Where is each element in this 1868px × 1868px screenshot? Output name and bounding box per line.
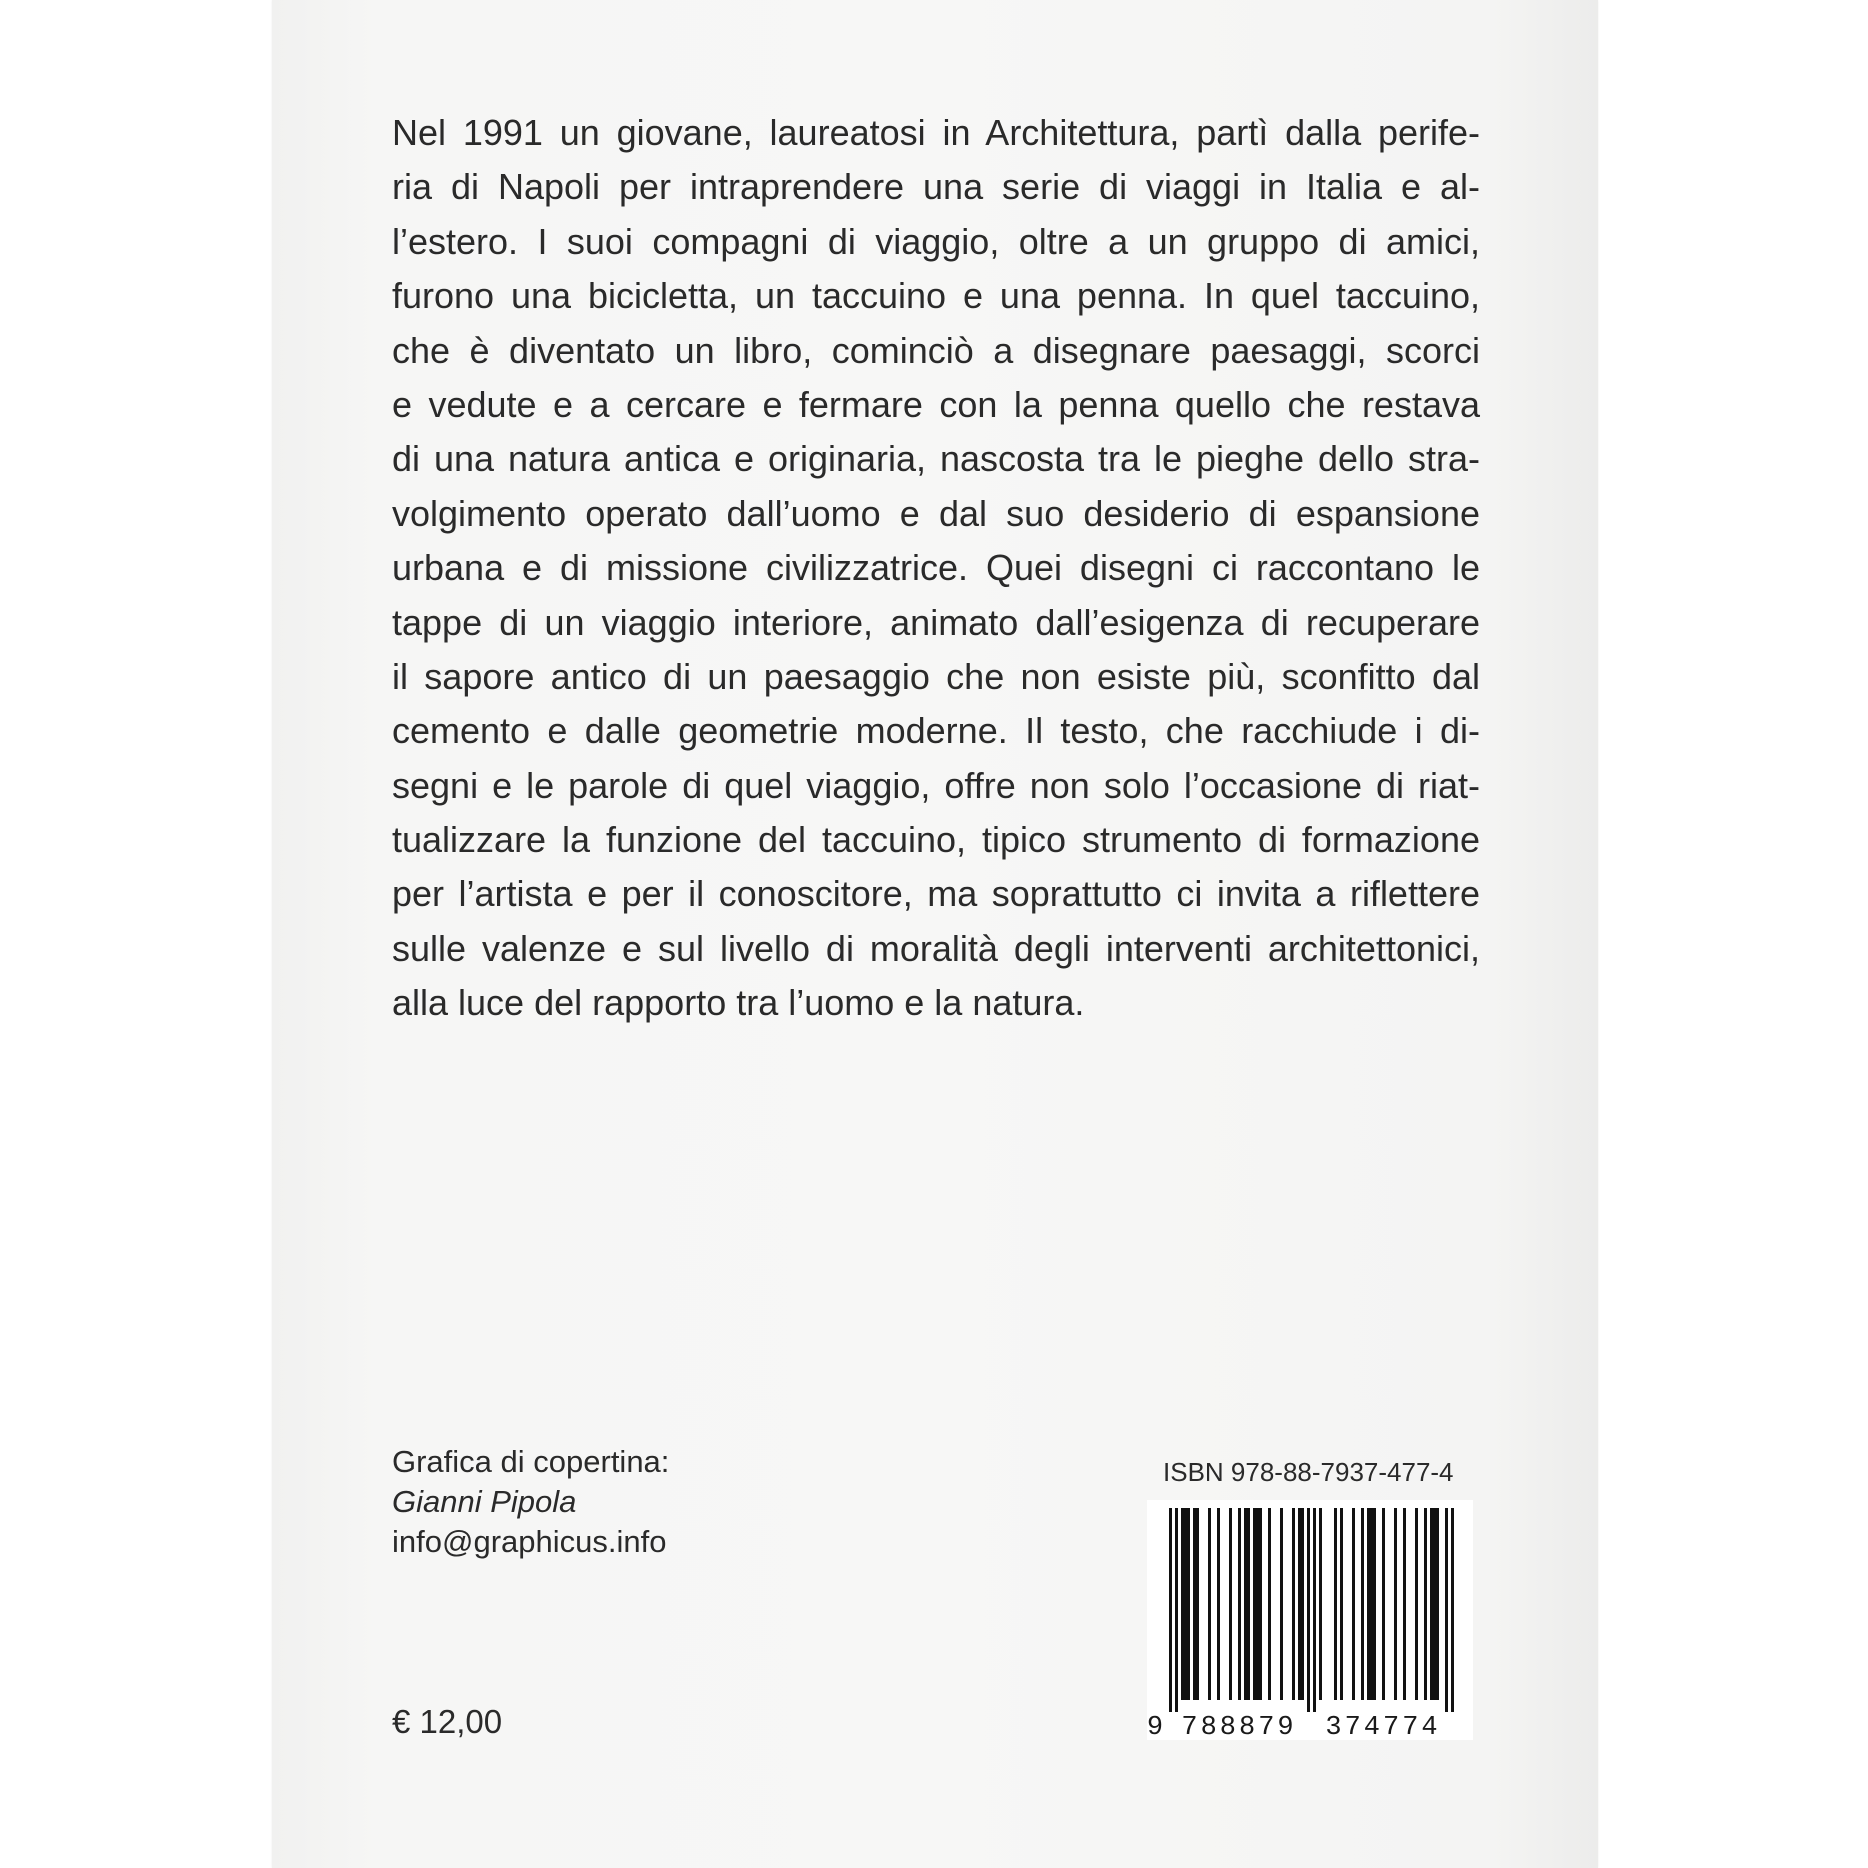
isbn-label: ISBN 978-88-7937-477-4: [1163, 1457, 1454, 1487]
barcode-bar: [1319, 1508, 1322, 1700]
cover-credits: [392, 1442, 669, 1562]
barcode-bar: [1247, 1508, 1250, 1700]
barcode-digit-lead: 9: [1147, 1713, 1164, 1740]
barcode-bar: [1430, 1508, 1433, 1700]
barcode-bar: [1370, 1508, 1373, 1700]
barcode-bar: [1403, 1508, 1406, 1700]
barcode-bar: [1184, 1508, 1187, 1700]
barcode-guard-bar: [1175, 1508, 1178, 1712]
blurb-line: urbana e di missione civilizzatrice. Quei disegni ci raccontano le: [392, 547, 1480, 589]
barcode-bar: [1259, 1508, 1262, 1700]
blurb-line: tualizzare la funzione del taccuino, tipico strumento di formazione: [392, 819, 1480, 861]
barcode-bar: [1268, 1508, 1271, 1700]
credits-email: info@graphicus.info: [392, 1524, 667, 1559]
barcode-bar: [1382, 1508, 1385, 1700]
barcode-bar: [1196, 1508, 1199, 1700]
barcode-guard-bar: [1169, 1508, 1172, 1712]
barcode-bar: [1361, 1508, 1364, 1700]
barcode-bar: [1433, 1508, 1436, 1700]
blurb-line: alla luce del rapporto tra l’uomo e la natura.: [392, 982, 1085, 1024]
barcode-bar: [1187, 1508, 1190, 1700]
blurb-line: di una natura antica e originaria, nascosta tra le pieghe dello stra-: [392, 438, 1480, 480]
barcode-digits-left: 788879: [1181, 1713, 1297, 1740]
barcode-bar: [1181, 1508, 1184, 1700]
barcode-graphic: [1147, 1500, 1473, 1740]
price-label: € 12,00: [392, 1703, 503, 1740]
barcode-bar: [1229, 1508, 1232, 1700]
barcode-bar: [1193, 1508, 1196, 1700]
blurb-line: cemento e dalle geometrie moderne. Il testo, che racchiude i di-: [392, 710, 1480, 752]
barcode-bar: [1244, 1508, 1247, 1700]
barcode-bar: [1436, 1508, 1439, 1700]
blurb-line: per l’artista e per il conoscitore, ma soprattutto ci invita a riflettere: [392, 873, 1480, 915]
barcode-bar: [1253, 1508, 1256, 1700]
barcode-bar: [1340, 1508, 1343, 1700]
barcode-bar: [1334, 1508, 1337, 1700]
blurb-line: ria di Napoli per intraprendere una serie di viaggi in Italia e al-: [392, 166, 1480, 208]
barcode-bar: [1394, 1508, 1397, 1700]
blurb-line: il sapore antico di un paesaggio che non esiste più, sconfitto dal: [392, 655, 1480, 697]
barcode-guard-bar: [1307, 1508, 1310, 1712]
barcode-bar: [1208, 1508, 1211, 1700]
credits-label: Grafica di copertina:: [392, 1444, 670, 1479]
isbn-barcode: [1147, 1500, 1473, 1740]
barcode-digits-right: 374774: [1325, 1713, 1441, 1740]
blurb-line: l’estero. I suoi compagni di viaggio, oltre a un gruppo di amici,: [392, 220, 1480, 262]
barcode-bar: [1367, 1508, 1370, 1700]
barcode-guard-bar: [1451, 1508, 1454, 1712]
barcode-bar: [1301, 1508, 1304, 1700]
barcode-bar: [1280, 1508, 1283, 1700]
blurb-line: Nel 1991 un giovane, laureatosi in Architettura, partì dalla perife-: [392, 112, 1480, 153]
blurb-line: furono una bicicletta, un taccuino e una penna. In quel taccuino,: [392, 275, 1480, 317]
barcode-bar: [1217, 1508, 1220, 1700]
blurb-text: [392, 106, 1480, 1031]
blurb-line: sulle valenze e sul livello di moralità degli interventi architettonici,: [392, 927, 1480, 969]
barcode-bar: [1292, 1508, 1295, 1700]
blurb-line: tappe di un viaggio interiore, animato dall’esigenza di recuperare: [392, 601, 1480, 643]
barcode-bar: [1256, 1508, 1259, 1700]
credits-designer: Gianni Pipola: [392, 1484, 577, 1519]
barcode-guard-bar: [1445, 1508, 1448, 1712]
blurb-line: volgimento operato dall’uomo e dal suo desiderio di espansione: [392, 492, 1480, 534]
blurb-line: che è diventato un libro, cominciò a disegnare paesaggi, scorci: [392, 329, 1480, 371]
barcode-bar: [1352, 1508, 1355, 1700]
barcode-bar: [1298, 1508, 1301, 1700]
blurb-line: e vedute e a cercare e fermare con la penna quello che restava: [392, 383, 1480, 425]
barcode-bar: [1415, 1508, 1418, 1700]
barcode-guard-bar: [1313, 1508, 1316, 1712]
blurb-line: segni e le parole di quel viaggio, offre non solo l’occasione di riat-: [392, 764, 1480, 806]
barcode-bar: [1424, 1508, 1427, 1700]
barcode-bar: [1373, 1508, 1376, 1700]
barcode-bar: [1238, 1508, 1241, 1700]
